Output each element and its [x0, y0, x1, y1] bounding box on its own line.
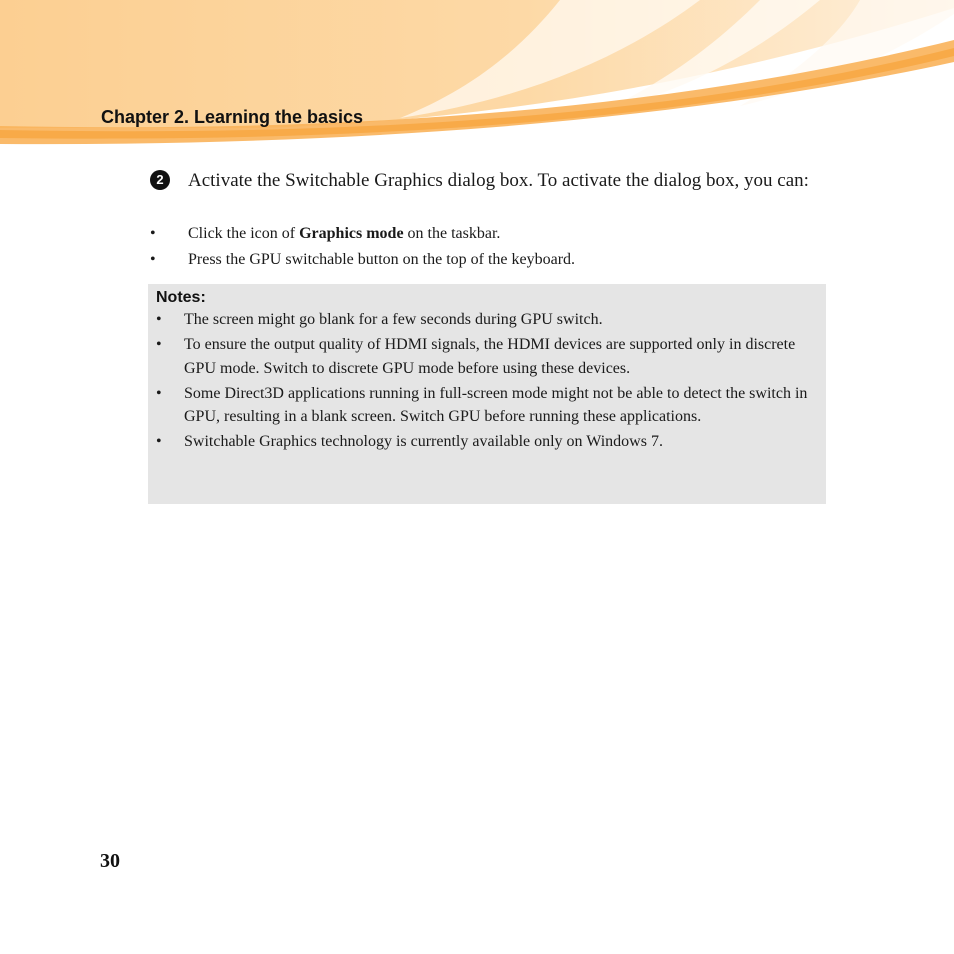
option-text-prefix: Click the icon of [188, 225, 300, 242]
bullet: • [156, 336, 162, 354]
bullet: • [150, 251, 156, 268]
graphics-mode-term: Graphics mode [299, 225, 404, 242]
list-item [150, 248, 830, 271]
chapter-title: Chapter 2. Learning the basics [101, 107, 364, 127]
note-text: Switchable Graphics technology is currently available only on Windows 7. [184, 433, 663, 451]
list-item [150, 222, 830, 245]
option-list [150, 222, 830, 245]
step-text: Activate the Switchable Graphics dialog box. To activate the dialog box, you can: [188, 170, 809, 191]
note-text: To ensure the output quality of HDMI signals, the HDMI devices are supported only in discrete GPU mode. Switch to discrete GPU mode before using these devices. [184, 336, 796, 377]
note-text: Some Direct3D applications running in full-screen mode might not be able to detect the switch in GPU, resulting in a blank screen. Switch GPU before running these applications. [184, 384, 808, 426]
bullet: • [156, 311, 162, 328]
notes-box [148, 284, 826, 504]
note-item [156, 333, 816, 380]
option-list-2 [150, 248, 830, 271]
note-text: The screen might go blank for a few seconds during GPU switch. [184, 311, 603, 328]
option-text-suffix: on the taskbar. [403, 225, 501, 242]
note-item [156, 430, 816, 453]
option-text: Press the GPU switchable button on the top of the keyboard. [188, 251, 576, 268]
bullet: • [156, 433, 162, 451]
note-item [156, 382, 816, 429]
notes-list [156, 308, 816, 454]
step-2 [150, 167, 810, 194]
bullet: • [156, 384, 162, 402]
page-number: 30 [100, 850, 120, 872]
step-number-badge: 2 [150, 170, 170, 190]
bullet: • [150, 225, 156, 242]
notes-title: Notes: [156, 289, 206, 306]
note-item [156, 308, 816, 331]
